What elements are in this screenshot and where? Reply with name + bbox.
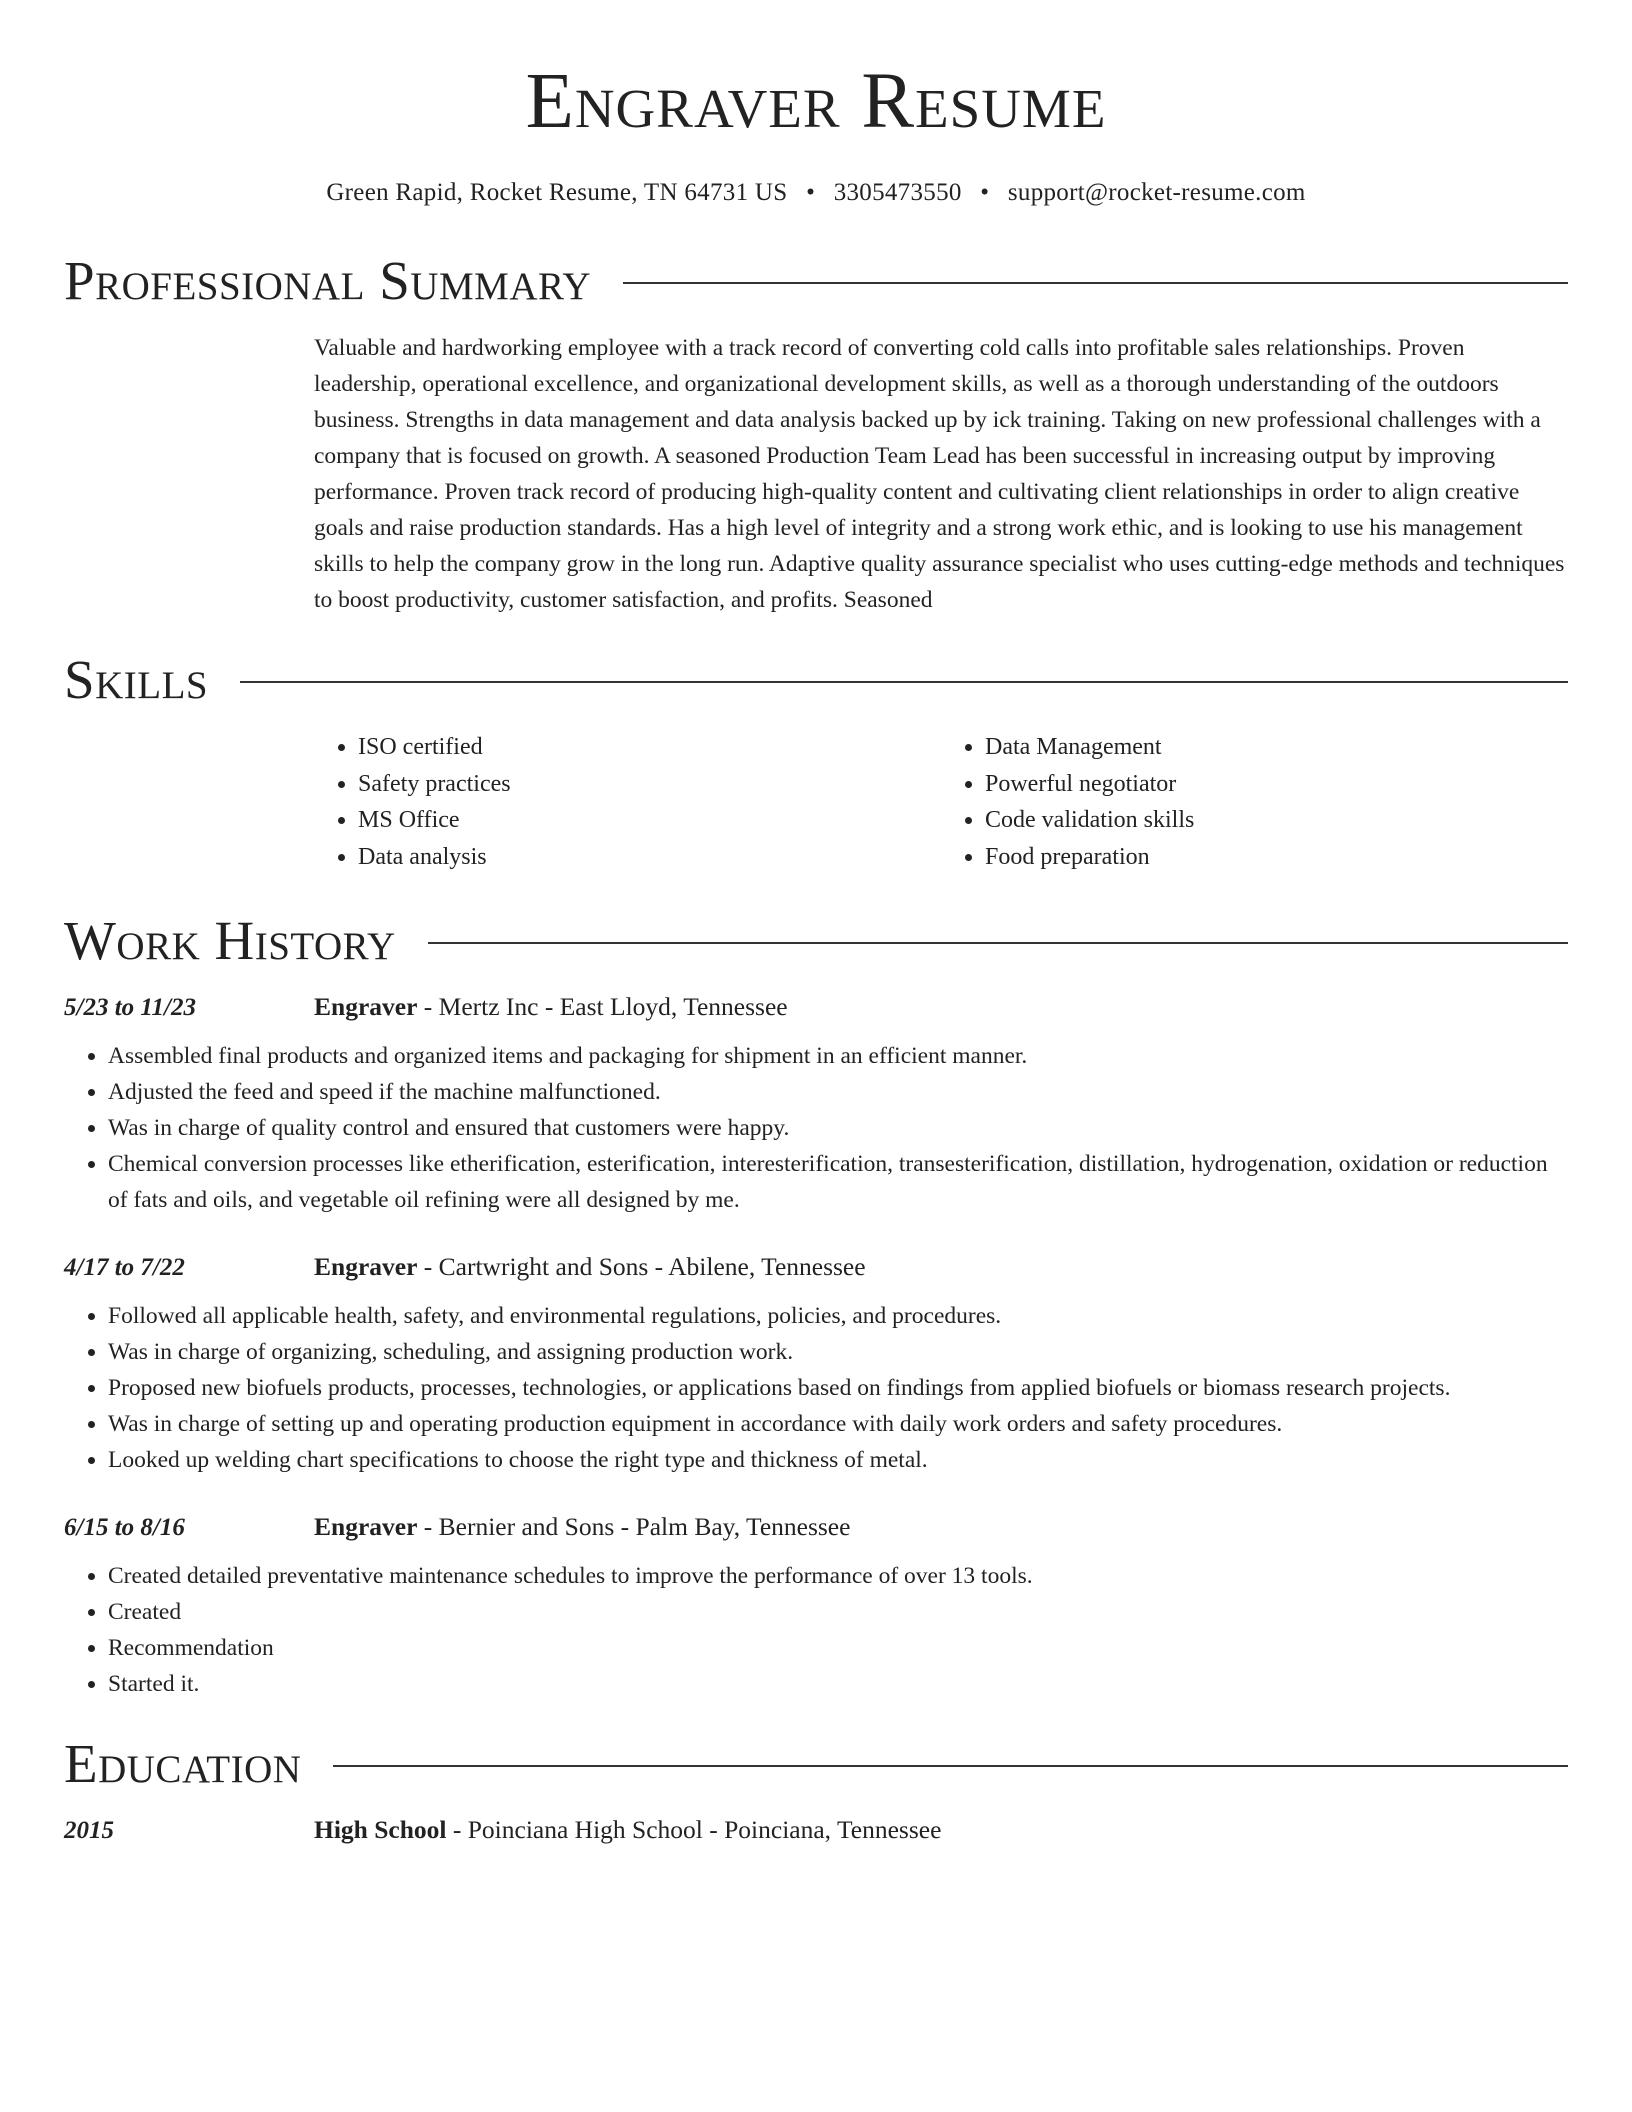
skill-item: • Food preparation	[985, 839, 1568, 876]
section-divider	[428, 942, 1568, 944]
skill-item: • Safety practices	[358, 766, 941, 803]
education-entry	[64, 1815, 1568, 1845]
contact-address: Green Rapid, Rocket Resume, TN 64731 US	[326, 179, 788, 206]
summary-section-header	[64, 250, 1568, 311]
job-dates: 4/17 to 7/22	[64, 1254, 185, 1281]
job-dates: 6/15 to 8/16	[64, 1514, 185, 1541]
job-title-line	[314, 1512, 850, 1542]
education-details: - Poinciana High School - Poinciana, Tennessee	[446, 1815, 942, 1844]
job-bullet: • Created	[108, 1594, 1568, 1630]
job-dates: 5/23 to 11/23	[64, 994, 196, 1021]
job-bullet: • Looked up welding chart specifications to choose the right type and thickness of metal.	[108, 1442, 1568, 1478]
education-heading: Education	[64, 1733, 302, 1794]
work-section-header	[64, 910, 1568, 971]
job-title-line	[314, 992, 788, 1022]
job-header	[64, 1252, 1568, 1282]
contact-email: support@rocket-resume.com	[1007, 179, 1306, 206]
skills-heading: Skills	[64, 649, 209, 710]
skills-list	[314, 729, 1568, 875]
job-header	[64, 1512, 1568, 1542]
skill-item: • ISO certified	[358, 729, 941, 766]
education-section-header	[64, 1733, 1568, 1794]
job-bullet: • Adjusted the feed and speed if the machine malfunctioned.	[108, 1074, 1568, 1110]
work-heading: Work History	[64, 910, 396, 971]
job-bullet: • Followed all applicable health, safety, and environmental regulations, policies, and procedures.	[108, 1298, 1568, 1334]
section-divider	[240, 681, 1568, 683]
skills-column-right	[941, 729, 1568, 875]
education-line	[314, 1815, 941, 1845]
education-year: 2015	[64, 1817, 114, 1844]
skill-item: • Powerful negotiator	[985, 766, 1568, 803]
job-bullet: • Recommendation	[108, 1630, 1568, 1666]
contact-separator: •	[806, 179, 816, 206]
job-bullet: • Assembled final products and organized items and packaging for shipment in an efficient manner.	[108, 1038, 1568, 1074]
job-header	[64, 992, 1568, 1022]
job-details: - Bernier and Sons - Palm Bay, Tennessee	[417, 1512, 851, 1541]
job-title-line	[314, 1252, 866, 1282]
job-entry	[64, 1512, 1568, 1702]
section-divider	[623, 282, 1568, 284]
job-bullet: • Proposed new biofuels products, processes, technologies, or applications based on findings from applied biofuels or biomass research projects.	[108, 1370, 1568, 1406]
job-title: Engraver	[314, 992, 418, 1021]
skill-item: • Code validation skills	[985, 802, 1568, 839]
job-bullets	[64, 1038, 1568, 1218]
job-title: Engraver	[314, 1252, 418, 1281]
summary-heading: Professional Summary	[64, 250, 592, 311]
job-bullet: • Was in charge of quality control and ensured that customers were happy.	[108, 1110, 1568, 1146]
skill-item: • MS Office	[358, 802, 941, 839]
job-bullet: • Was in charge of setting up and operating production equipment in accordance with daily work orders and safety procedures.	[108, 1406, 1568, 1442]
summary-text: Valuable and hardworking employee with a track record of converting cold calls into profitable sales relationships. Proven leadership, operational excellence, and organizational development skills, as well as a thorough understanding of the outdoors business. Strengths in data management and data analysis backed up by ick training. Taking on new professional challenges with a company that is focused on growth. A seasoned Production Team Lead has been successful in increasing output by improving performance. Proven track record of producing high-quality content and cultivating client relationships in order to align creative goals and raise production standards. Has a high level of integrity and a strong work ethic, and is looking to use his management skills to help the company grow in the long run. Adaptive quality assurance specialist who uses cutting-edge methods and techniques to boost productivity, customer satisfaction, and profits. Seasoned	[314, 335, 1565, 613]
job-title: Engraver	[314, 1512, 418, 1541]
skills-section-header	[64, 649, 1568, 710]
resume-title: Engraver Resume	[525, 58, 1107, 145]
skill-item: • Data Management	[985, 729, 1568, 766]
job-entry	[64, 992, 1568, 1218]
education-degree: High School	[314, 1815, 447, 1844]
job-bullet: • Was in charge of organizing, scheduling, and assigning production work.	[108, 1334, 1568, 1370]
skills-column-left	[314, 729, 941, 875]
job-bullet: • Chemical conversion processes like etherification, esterification, interesterification, transesterification, distillation, hydrogenation, oxidation or reduction of fats and oils, and vegetable oil refining were all designed by me.	[108, 1146, 1568, 1218]
job-bullets	[64, 1298, 1568, 1478]
job-entry	[64, 1252, 1568, 1478]
job-bullet: • Created detailed preventative maintenance schedules to improve the performance of over 13 tools.	[108, 1558, 1568, 1594]
job-bullets	[64, 1558, 1568, 1702]
skill-item: • Data analysis	[358, 839, 941, 876]
contact-separator: •	[980, 179, 990, 206]
section-divider	[333, 1765, 1568, 1767]
job-details: - Mertz Inc - East Lloyd, Tennessee	[417, 992, 788, 1021]
contact-line	[64, 179, 1568, 207]
job-details: - Cartwright and Sons - Abilene, Tennessee	[417, 1252, 866, 1281]
job-bullet: • Started it.	[108, 1666, 1568, 1702]
contact-phone: 3305473550	[833, 179, 962, 206]
